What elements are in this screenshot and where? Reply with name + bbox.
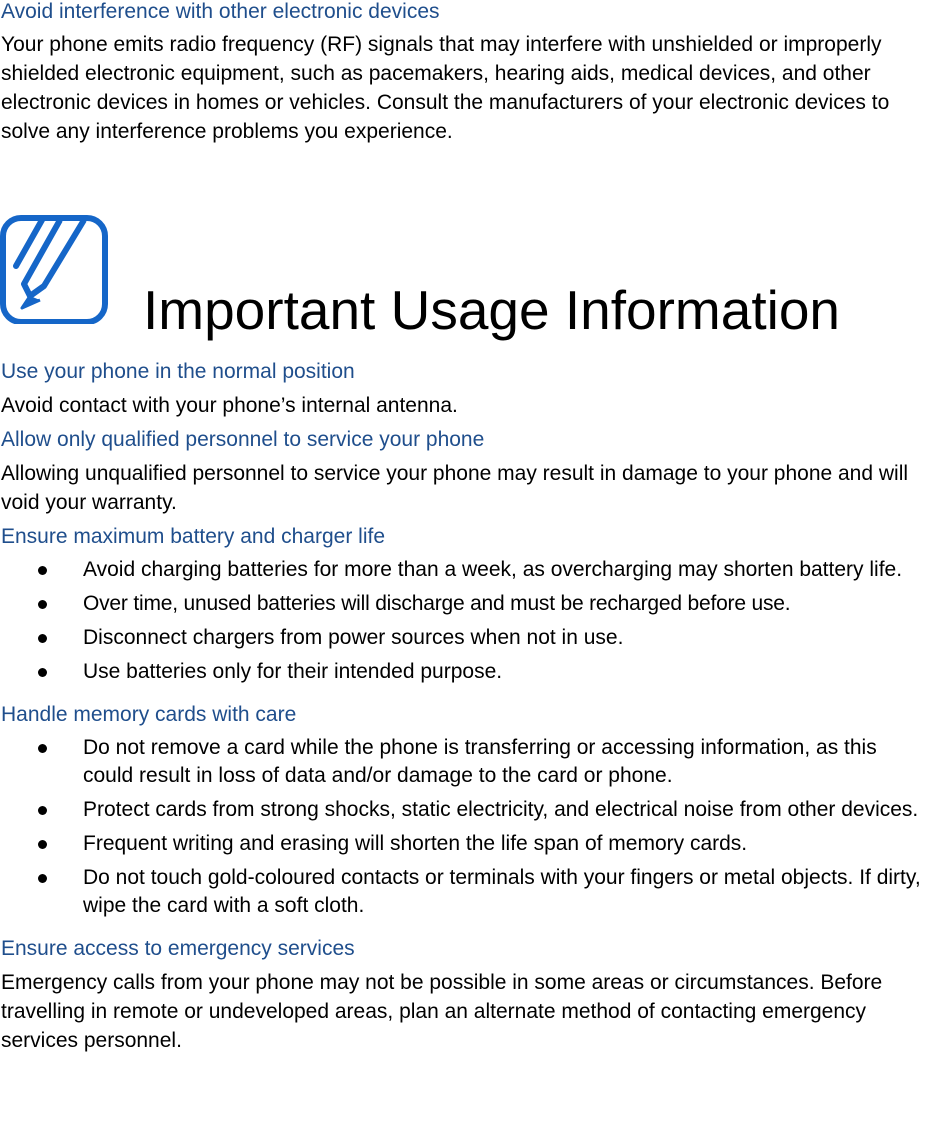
bullet-list [0, 734, 945, 920]
bullet-icon [38, 634, 47, 643]
list-item-text: Do not remove a card while the phone is transferring or accessing information, as this could result in loss of data and/or damage to the card or phone. [83, 736, 877, 787]
list-item [0, 624, 945, 652]
list-item [0, 590, 945, 618]
info-item [0, 522, 945, 686]
bullet-icon [38, 668, 47, 677]
info-item [0, 700, 945, 920]
list-item [0, 864, 945, 920]
list-item-text: Disconnect chargers from power sources when not in use. [83, 626, 624, 649]
item-heading: Ensure access to emergency services [1, 937, 355, 960]
item-body: Allowing unqualified personnel to service your phone may result in damage to your phone and will void your warranty. [1, 462, 909, 514]
bullet-icon [38, 566, 47, 575]
item-body: Emergency calls from your phone may not be possible in some areas or circumstances. Before travelling in remote or undeveloped areas, plan an alternate method of contacting emergency services personnel. [1, 971, 883, 1052]
list-item-text: Protect cards from strong shocks, static electricity, and electrical noise from other devices. [83, 798, 919, 821]
bullet-icon [38, 840, 47, 849]
item-heading: Handle memory cards with care [1, 703, 297, 726]
intro-heading: Avoid interference with other electronic devices [1, 0, 440, 23]
list-item [0, 734, 945, 790]
list-item-text: Frequent writing and erasing will shorten the life span of memory cards. [83, 832, 748, 855]
intro-body: Your phone emits radio frequency (RF) signals that may interfere with unshielded or improperly shielded electronic equipment, such as pacemakers, hearing aids, medical devices, and other electronic devices in homes or vehicles. Consult the manufacturers of your electronic devices to solve any interference problems you experience. [1, 33, 890, 143]
list-item-text: Do not touch gold-coloured contacts or terminals with your fingers or metal objects. If dirty, wipe the card with a soft cloth. [83, 866, 921, 917]
pencil-note-icon [0, 214, 108, 324]
item-heading: Use your phone in the normal position [1, 360, 355, 383]
item-heading: Ensure maximum battery and charger life [1, 525, 385, 548]
page-title: Important Usage Information [143, 279, 841, 341]
list-item [0, 658, 945, 686]
list-item-text: Avoid charging batteries for more than a week, as overcharging may shorten battery life. [83, 558, 903, 581]
list-item-text: Use batteries only for their intended purpose. [83, 660, 503, 683]
bullet-icon [38, 874, 47, 883]
section-header [0, 214, 945, 342]
info-item [0, 425, 945, 517]
bullet-icon [38, 600, 47, 609]
list-item-text: Over time, unused batteries will discharge and must be recharged before use. [83, 592, 791, 615]
list-item [0, 830, 945, 858]
bullet-icon [38, 744, 47, 753]
intro-section [0, 0, 945, 146]
item-heading: Allow only qualified personnel to service your phone [1, 428, 485, 451]
usage-info-list [0, 357, 945, 1055]
item-body: Avoid contact with your phone’s internal antenna. [1, 394, 458, 417]
info-item [0, 357, 945, 420]
list-item [0, 796, 945, 824]
info-item [0, 934, 945, 1055]
bullet-icon [38, 806, 47, 815]
list-item [0, 556, 945, 584]
bullet-list [0, 556, 945, 686]
